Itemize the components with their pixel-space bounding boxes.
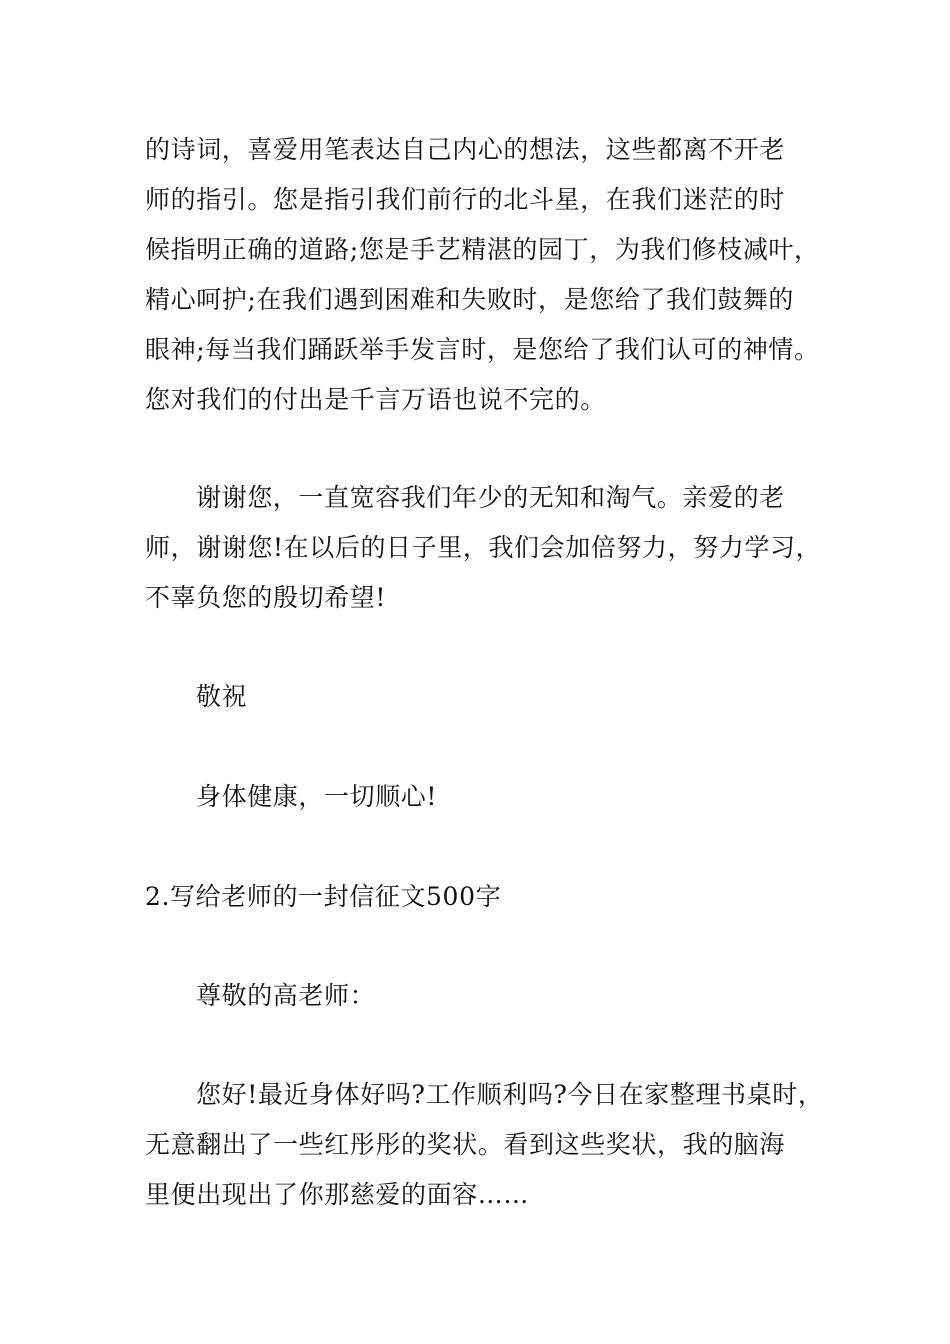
- paragraph-1-line-1: 的诗词，喜爱用笔表达自己内心的想法，这些都离不开老: [145, 135, 786, 164]
- paragraph-3-line-1: 您好!最近身体好吗?工作顺利吗?今日在家整理书桌时，: [196, 1080, 824, 1109]
- salutation: 尊敬的高老师：: [196, 981, 376, 1010]
- paragraph-3-line-2: 无意翻出了一些红彤彤的奖状。看到这些奖状，我的脑海: [145, 1130, 786, 1159]
- paragraph-1-line-2: 师的指引。您是指引我们前行的北斗星，在我们迷茫的时: [145, 185, 786, 214]
- closing-blessing: 身体健康，一切顺心!: [196, 782, 438, 811]
- closing-wish: 敬祝: [196, 682, 248, 711]
- paragraph-3-line-3: 里便出现出了你那慈爱的面容……: [145, 1180, 530, 1209]
- paragraph-2-line-2: 师，谢谢您!在以后的日子里，我们会加倍努力，努力学习，: [145, 533, 822, 562]
- paragraph-1-line-5: 眼神;每当我们踊跃举手发言时，是您给了我们认可的神情。: [145, 335, 820, 364]
- paragraph-1-line-6: 您对我们的付出是千言万语也说不完的。: [145, 385, 606, 414]
- paragraph-1-line-3: 候指明正确的道路;您是手艺精湛的园丁，为我们修枝减叶，: [145, 235, 820, 264]
- section-heading: 2.写给老师的一封信征文500字: [145, 882, 502, 911]
- paragraph-2-line-1: 谢谢您，一直宽容我们年少的无知和淘气。亲爱的老: [196, 483, 785, 512]
- paragraph-1-line-4: 精心呵护;在我们遇到困难和失败时，是您给了我们鼓舞的: [145, 285, 795, 314]
- paragraph-2-line-3: 不辜负您的殷切希望!: [145, 583, 387, 612]
